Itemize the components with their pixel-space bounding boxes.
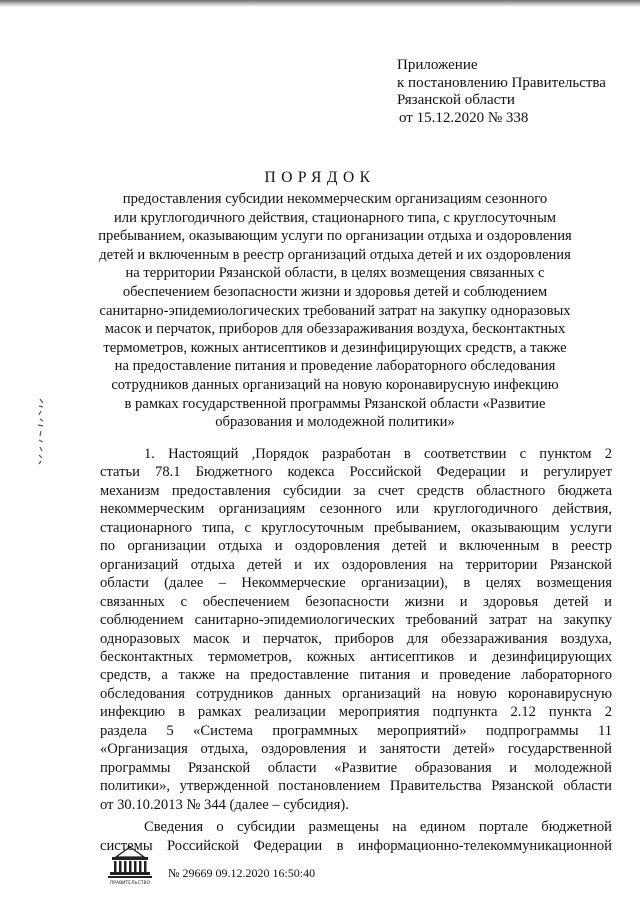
government-building-logo <box>104 845 156 885</box>
document-subtitle <box>70 190 600 432</box>
paragraph-1 <box>100 445 612 814</box>
body-line: механизм предоставления субсидии за счет средств областного бюджета <box>100 482 612 499</box>
body-line: соблюдением санитарно-эпидемиологических требований затрат на закупку <box>100 612 612 629</box>
document-title: ПОРЯДОК <box>264 169 376 186</box>
body-line: стационарного типа, с круглосуточным пребыванием, оказывающим услуги <box>100 519 612 536</box>
body-line: программы Рязанской области «Развитие образования и молодежной <box>100 759 612 776</box>
subtitle-line: или круглогодичного действия, стационарного типа, с круглосуточным <box>113 209 557 226</box>
subtitle-line: обеспечением безопасности жизни и здоровья детей и соблюдением <box>122 283 548 300</box>
body-line: одноразовых масок и перчаток, приборов для обеззараживания воздуха, <box>100 630 612 647</box>
subtitle-line: масок и перчаток, приборов для обеззараживания воздуха, бесконтактных <box>104 321 566 338</box>
body-line: бесконтактных термометров, кожных антисептиков и дезинфицирующих <box>100 648 612 665</box>
body-line: обследования сотрудников данных организаций на новую коронавирусную <box>100 685 612 702</box>
appendix-date: от 15.12.2020 № 338 <box>399 109 529 126</box>
body-line: статьи 78.1 Бюджетного кодекса Российской Федерации и регулирует <box>100 464 612 481</box>
subtitle-line: на территории Рязанской области, в целях возмещения связанных с <box>125 265 545 282</box>
scan-edge <box>0 0 640 7</box>
document-body <box>100 445 612 855</box>
subtitle-line: сотрудников данных организаций на новую коронавирусную инфекцию <box>111 376 559 393</box>
paragraph-2 <box>100 818 612 855</box>
body-line: от 30.10.2013 № 344 (далее – субсидия). <box>100 796 349 813</box>
body-line: политики», утвержденной постановлением Правительства Рязанской области <box>100 778 612 795</box>
subtitle-line: предоставления субсидии некоммерческим организациям сезонного <box>122 191 548 207</box>
appendix-resolution: к постановлению Правительства <box>397 74 606 91</box>
body-line: раздела 5 «Система программных мероприятий» подпрограммы 11 <box>100 722 612 739</box>
body-line: связанных с обеспечением безопасности жизни и здоровья детей и <box>100 593 612 610</box>
stamp-caption: ПРАВИТЕЛЬСТВО <box>109 881 151 885</box>
body-line: некоммерческим организациям сезонного или круглогодичного действия, <box>100 501 612 518</box>
subtitle-line: в рамках государственной программы Рязанской области «Развитие <box>124 395 546 412</box>
body-line: «Организация отдыха, оздоровления и занятости детей» государственной <box>100 741 612 758</box>
body-line: системы Российской Федерации в информационно-телекоммуникационной <box>100 837 612 854</box>
body-line: по организации отдыха и оздоровления детей и включенным в реестр <box>100 538 612 555</box>
subtitle-line: санитарно-эпидемиологических требований затрат на закупку одноразовых <box>99 302 571 319</box>
margin-marks <box>34 397 48 467</box>
subtitle-line: пребыванием, оказывающим услуги по организации отдыха и оздоровления <box>98 228 572 245</box>
body-line: области (далее – Некоммерческие организации), в целях возмещения <box>100 575 612 592</box>
registration-number: № 29669 09.12.2020 16:50:40 <box>168 866 316 880</box>
appendix-label: Приложение <box>397 57 478 73</box>
appendix-header <box>397 57 606 127</box>
subtitle-line: образования и молодежной политики» <box>215 414 455 431</box>
body-line: средств, а также на предоставление питания и проведение лабораторного <box>100 667 612 684</box>
body-line: инфекцию в рамках реализации мероприятия подпункта 2.12 пункта 2 <box>100 704 612 721</box>
subtitle-line: детей и включенным в реестр организаций отдыха детей и их оздоровления <box>99 246 571 263</box>
subtitle-line: на предоставление питания и проведение лабораторного обследования <box>114 358 556 375</box>
subtitle-line: термометров, кожных антисептиков и дезинфицирующих средств, а также <box>103 339 567 356</box>
body-line: Сведения о субсидии размещены на едином портале бюджетной <box>144 819 612 836</box>
body-line: организаций отдыха детей и их оздоровления на территории Рязанской <box>100 556 612 573</box>
appendix-region: Рязанской области <box>397 92 515 108</box>
body-line: 1. Настоящий ,Порядок разработан в соответствии с пунктом 2 <box>144 446 612 462</box>
